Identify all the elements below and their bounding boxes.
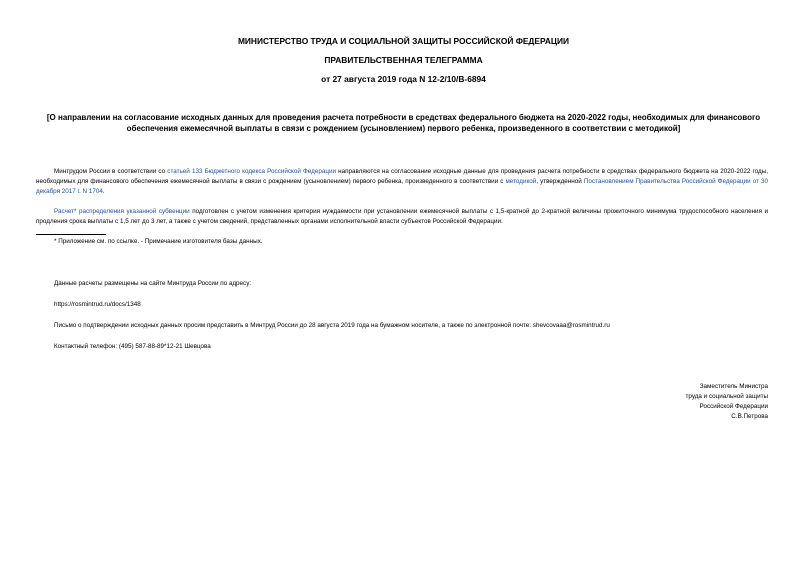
site-intro-text: Данные расчеты размещены на сайте Минтруда России по адресу:: [54, 280, 252, 287]
footnote-divider: [36, 234, 106, 235]
signer-country: Российской Федерации: [699, 403, 768, 410]
signature-block: [686, 382, 769, 422]
contact-phone: Контактный телефон: (495) 587-88-89*12-21 Шевцова: [54, 343, 211, 350]
subvention-distribution-link[interactable]: распределения указанной субвенции: [79, 208, 190, 215]
paragraph-calculation: [36, 207, 768, 227]
signer-ministry: труда и социальной защиты: [685, 393, 768, 400]
government-decree-link[interactable]: Постановлением Правительства Российской Федерации от 30 декабря 2017 г. N 1704: [36, 178, 768, 195]
paragraph-text: .: [102, 188, 105, 195]
paragraph-text: , утвержденной: [536, 178, 584, 185]
paragraph-main: [36, 167, 768, 197]
ministry-title: МИНИСТЕРСТВО ТРУДА И СОЦИАЛЬНОЙ ЗАЩИТЫ РОССИЙСКОЙ ФЕДЕРАЦИИ: [237, 36, 570, 46]
signer-name: С.В.Петрова: [731, 413, 768, 420]
calculation-link[interactable]: Расчет*: [54, 208, 77, 215]
paragraph-text: подготовлен с учетом изменения критерия нуждаемости при установлении ежемесячной выплаты с 1,5-кратной до 2-кратной величины прожиточного минимума трудоспособного населения и продления срока выплаты с 1,5 лет до 3 лет, а также с учетом сведений, представленных органами исполнительной власти субъектов Российской Федерации.: [36, 208, 769, 225]
budget-code-article-link[interactable]: статьей 133 Бюджетного кодекса Российской Федерации: [167, 168, 336, 175]
paragraph-text: направляются на согласование исходные данные для проведения расчета потребности в средствах федерального бюджета на 2020-2022 годы, необходимых для финансового обеспечения ежемесячной выплаты в связи с рождением (усыновлением) первого ребенка, произведенного в соответствии с: [36, 168, 768, 185]
paragraph-text: Минтрудом России в соответствии со: [54, 168, 168, 175]
methodology-link[interactable]: методикой: [505, 178, 537, 185]
site-url: https://rosmintrud.ru/docs/1348: [54, 301, 141, 308]
document-date-number: от 27 августа 2019 года N 12-2/10/В-6894: [321, 74, 486, 84]
letter-request-text: Письмо о подтверждении исходных данных просим представить в Минтруд России до 28 августа 2019 года на бумажном носителе, а также по электронной почте: shevcovaaa@rosmintrud.ru: [54, 322, 610, 329]
document-type: ПРАВИТЕЛЬСТВЕННАЯ ТЕЛЕГРАММА: [324, 55, 483, 65]
footnote: * Приложение см. по ссылке. - Примечание изготовителя базы данных.: [54, 238, 263, 245]
document-subject: [О направлении на согласование исходных данных для проведения расчета потребности в средствах федерального бюджета на 2020-2022 годы, необходимых для финансового обеспечения ежемесячной выплаты в связи с рождением (усыновлением) первого ребенка, произведенного в соответствии с методикой]: [46, 113, 761, 133]
signer-position: Заместитель Министра: [699, 383, 768, 390]
